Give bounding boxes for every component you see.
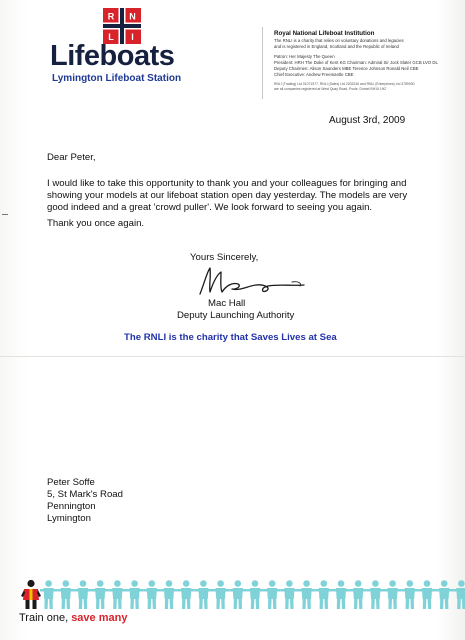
paper-doll-figure [384,580,401,609]
margin-tick-mark [2,214,8,215]
page-fold-line [0,356,465,357]
signatory-name: Mac Hall [208,298,246,309]
body-line-3: good indeed and a great 'crowd puller'. We look forward to seeing you again. [47,202,373,213]
recipient-address [47,477,123,525]
paper-doll-figure [109,580,126,609]
charity-line-1: The RNLI is a charity that relies on voluntary donations and legacies [274,38,404,43]
patron-line: Patron: Her Majesty The Queen [274,54,335,59]
paper-doll-figure [178,580,195,609]
paper-doll-figure [74,580,91,609]
address-line-3: Pennington [47,501,96,512]
paper-doll-figure [212,580,229,609]
paper-doll-figure [332,580,349,609]
handwritten-signature [192,264,322,300]
registration-line-2: are all companies registered at West Quay Road, Poole, Dorset BH15 1HZ [274,87,387,91]
rnli-flag-icon [103,8,141,44]
address-line-1: Peter Soffe [47,477,95,488]
paper-doll-figure [195,580,212,609]
charity-line-2: and is registered in England, Scotland and the Republic of Ireland [274,44,399,49]
paper-doll-figure [143,580,160,609]
paper-doll-figure [264,580,281,609]
paper-doll-figure [160,580,177,609]
paper-doll-figure [126,580,143,609]
paper-doll-figure [57,580,74,609]
paper-doll-figure [367,580,384,609]
body-line-2: showing your models at our lifeboat station open day yesterday. The models are very [47,190,408,201]
paper-doll-figure [401,580,418,609]
charity-tagline: The RNLI is the charity that Saves Lives at Sea [124,332,337,343]
flag-letter-n: N [129,11,136,22]
flag-letter-l: L [108,32,114,42]
flag-letter-i: I [131,32,134,42]
thanks-line: Thank you once again. [47,218,145,229]
salutation: Dear Peter, [47,152,96,163]
paper-doll-figure [92,580,109,609]
paper-doll-figure [281,580,298,609]
paper-doll-figure [315,580,332,609]
paper-doll-figure [350,580,367,609]
slogan-part-2: save many [71,612,128,624]
letter-date: August 3rd, 2009 [329,115,406,126]
signatory-role: Deputy Launching Authority [177,310,295,321]
deputy-line: Deputy Chairmen: Alison Saunders MBE Terence Johnson Ronald Neil CBE [274,66,419,71]
body-paragraph [47,178,427,214]
flag-letter-r: R [107,11,115,22]
paper-doll-figure [418,580,435,609]
address-line-4: Lymington [47,513,91,524]
slogan-part-1: Train one, [19,612,72,624]
lifeboats-logo-text: Lifeboats [50,40,175,72]
paper-doll-figure [40,580,57,609]
institution-title: Royal National Lifeboat Institution [274,30,375,37]
paper-doll-figure [246,580,263,609]
paper-doll-figure [298,580,315,609]
header-divider [262,27,263,99]
chief-line: Chief Executive: Andrew Freemantle CBE [274,72,354,77]
station-name: Lymington Lifeboat Station [52,73,182,84]
lifejacket-figure-icon [21,579,41,609]
institution-block [274,30,460,92]
footer-slogan [19,612,127,624]
registration-line-1: RNLI (Trading) Ltd 01071577, RNLI (Sales) Ltd 2202246 and RNLI (Enterprises) Ltd 3789930 [274,82,415,86]
address-line-2: 5, St Mark's Road [47,489,123,500]
paper-doll-figure [453,580,465,609]
paper-doll-figure [436,580,453,609]
body-line-1: I would like to take this opportunity to thank you and your colleagues for bringing and [47,178,407,189]
president-line: President: HRH The Duke of Kent KG Chairman: Admiral Sir Jock Slater GCB LVO DL [274,60,438,65]
paper-doll-figure [229,580,246,609]
paper-doll-chain-icon [40,579,465,609]
closing-line: Yours Sincerely, [190,252,259,263]
